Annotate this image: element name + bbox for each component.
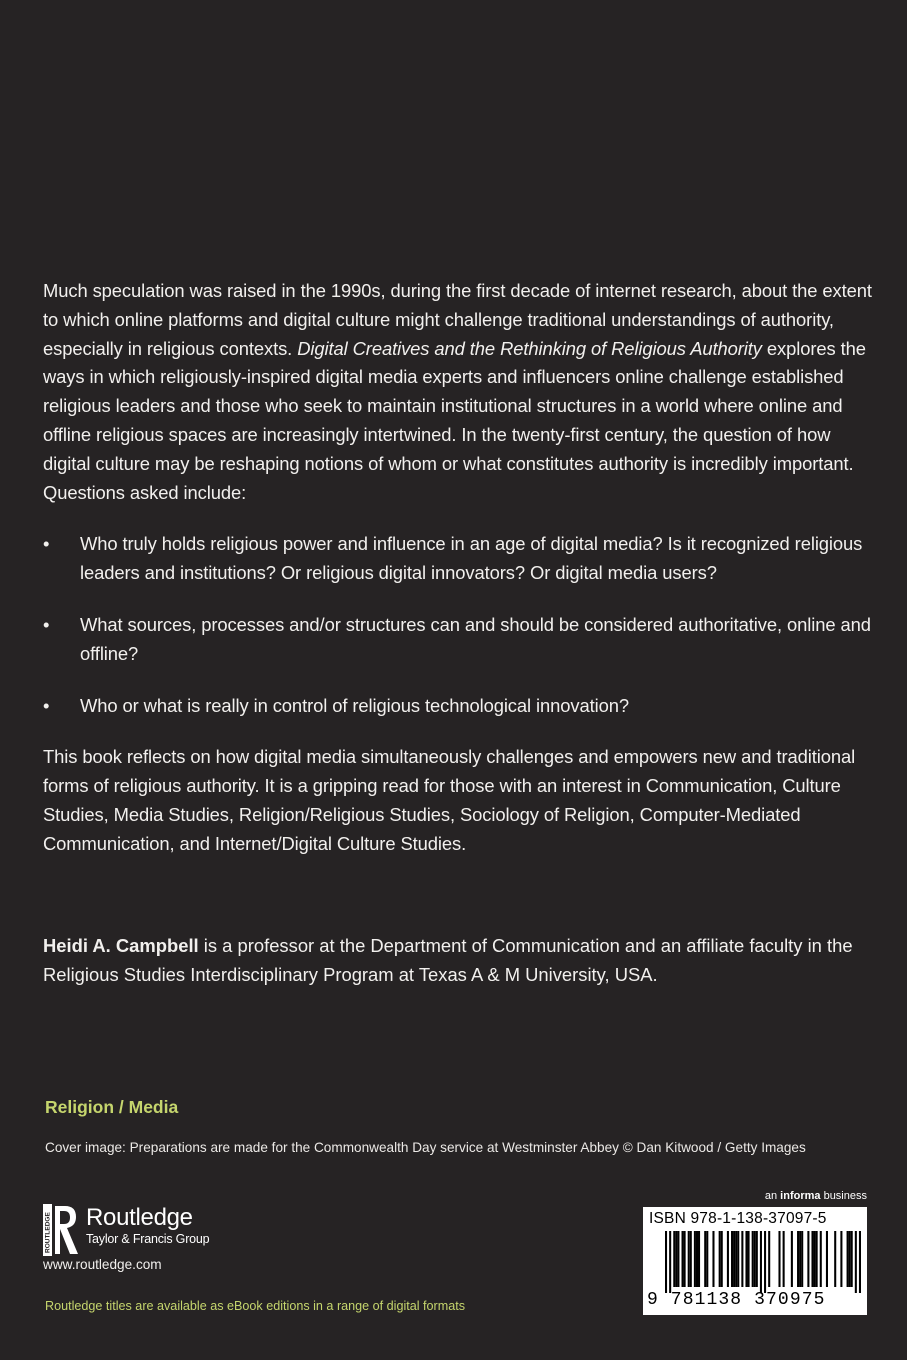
list-item: • What sources, processes and/or structures can and should be considered authoritative, online and offline?	[43, 611, 873, 669]
barcode-bar	[849, 1231, 851, 1287]
barcode-bars	[665, 1231, 861, 1293]
barcode-bar	[706, 1231, 708, 1287]
barcode-bar	[735, 1231, 737, 1287]
barcode-bar	[847, 1231, 849, 1287]
ebook-note: Routledge titles are available as eBook editions in a range of digital formats	[45, 1299, 466, 1313]
barcode-bar	[665, 1231, 667, 1293]
back-cover-blurb	[43, 277, 873, 859]
barcode-digits: 9 781138 370975	[647, 1290, 826, 1310]
barcode-bar	[816, 1231, 818, 1287]
barcode-bar	[737, 1231, 739, 1287]
barcode-bar	[731, 1231, 733, 1287]
barcode-bar	[677, 1231, 679, 1287]
barcode-bar	[754, 1231, 756, 1287]
barcode-bar	[696, 1231, 698, 1287]
barcode-bar	[859, 1231, 861, 1293]
barcode-bar	[797, 1231, 799, 1287]
blurb-intro: Much speculation was raised in the 1990s, during the first decade of internet research, about the extent to which online platforms and digital culture might challenge traditional understandings of authority, especially in religious contexts. Digital Creatives and the Rethinking of Religious Authority explores the ways in which religiously-inspired digital media experts and influencers online challenge established religious leaders and those who seek to maintain institutional structures in a world where online and offline religious spaces are increasingly intertwined. In the twenty-first century, the question of how digital culture may be reshaping notions of whom or what constitutes authority is incredibly important. Questions asked include:	[43, 280, 872, 503]
barcode-bar	[741, 1231, 743, 1287]
blurb-summary: This book reflects on how digital media simultaneously challenges and empowers new and traditional forms of religious authority. It is a gripping read for those with an interest in Communication, Culture Studies, Media Studies, Religion/Religious Studies, Sociology of Religion, Computer-Mediated Communication, and Internet/Digital Culture Studies.	[43, 746, 856, 854]
barcode-bar	[682, 1231, 684, 1287]
publisher-name: Routledge	[86, 1204, 193, 1231]
barcode-bar	[752, 1231, 754, 1287]
barcode-bar	[675, 1231, 677, 1287]
publisher-group: Taylor & Francis Group	[86, 1232, 210, 1246]
barcode-bar	[719, 1231, 721, 1287]
barcode-bar	[698, 1231, 700, 1287]
publisher-website[interactable]: www.routledge.com	[43, 1257, 162, 1272]
routledge-r-icon	[43, 1204, 79, 1256]
barcode-bar	[764, 1231, 766, 1293]
barcode-bar	[855, 1231, 857, 1293]
barcode-bar	[799, 1231, 801, 1287]
barcode-bar	[684, 1231, 686, 1287]
author-bio: Heidi A. Campbell is a professor at the Department of Communication and an affiliate faculty in the Religious Studies Interdisciplinary Program at Texas A & M University, USA.	[43, 935, 853, 985]
barcode-bar	[801, 1231, 803, 1287]
barcode-bar	[690, 1231, 692, 1287]
barcode-bar	[669, 1231, 671, 1293]
barcode-bar	[756, 1231, 758, 1287]
barcode-bar	[748, 1231, 750, 1287]
barcode-bar	[826, 1231, 828, 1287]
barcode-bar	[840, 1231, 842, 1287]
routledge-vertical-text: ROUTLEDGE	[44, 1212, 52, 1253]
author-name: Heidi A. Campbell	[43, 935, 199, 956]
book-title: Digital Creatives and the Rethinking of Religious Authority	[297, 337, 762, 359]
cover-image-credit: Cover image: Preparations are made for the Commonwealth Day service at Westminster Abbey © Dan Kitwood / Getty Images	[45, 1140, 806, 1155]
barcode-bar	[851, 1231, 853, 1287]
barcode-bar	[760, 1231, 762, 1293]
barcode-bar	[721, 1231, 723, 1287]
isbn-label: ISBN 978-1-138-37097-5	[649, 1210, 827, 1227]
barcode-bar	[811, 1231, 813, 1287]
barcode-bar	[673, 1231, 675, 1287]
barcode-bar	[733, 1231, 735, 1287]
barcode-bar	[727, 1231, 729, 1287]
barcode-bar	[807, 1231, 809, 1287]
barcode-bar	[783, 1231, 785, 1287]
list-item: • Who or what is really in control of religious technological innovation?	[43, 692, 873, 721]
informa-tagline: an informa business	[764, 1190, 867, 1202]
barcode-bar	[694, 1231, 696, 1287]
list-item: • Who truly holds religious power and influence in an age of digital media? Is it recognized religious leaders and institutions? Or religious digital innovators? Or digital media users?	[43, 530, 873, 588]
barcode-bar	[688, 1231, 690, 1287]
barcode-bar	[791, 1231, 793, 1287]
barcode-bar	[778, 1231, 780, 1287]
barcode-bar	[834, 1231, 836, 1287]
routledge-logo	[43, 1204, 209, 1256]
barcode-bar	[704, 1231, 706, 1287]
barcode-bar	[820, 1231, 822, 1287]
isbn-barcode	[643, 1207, 867, 1315]
barcode-bar	[745, 1231, 747, 1287]
barcode-bar	[814, 1231, 816, 1287]
barcode-bar	[768, 1231, 770, 1287]
question-list	[43, 530, 873, 720]
barcode-bar	[712, 1231, 714, 1287]
subject-category: Religion / Media	[45, 1097, 179, 1117]
